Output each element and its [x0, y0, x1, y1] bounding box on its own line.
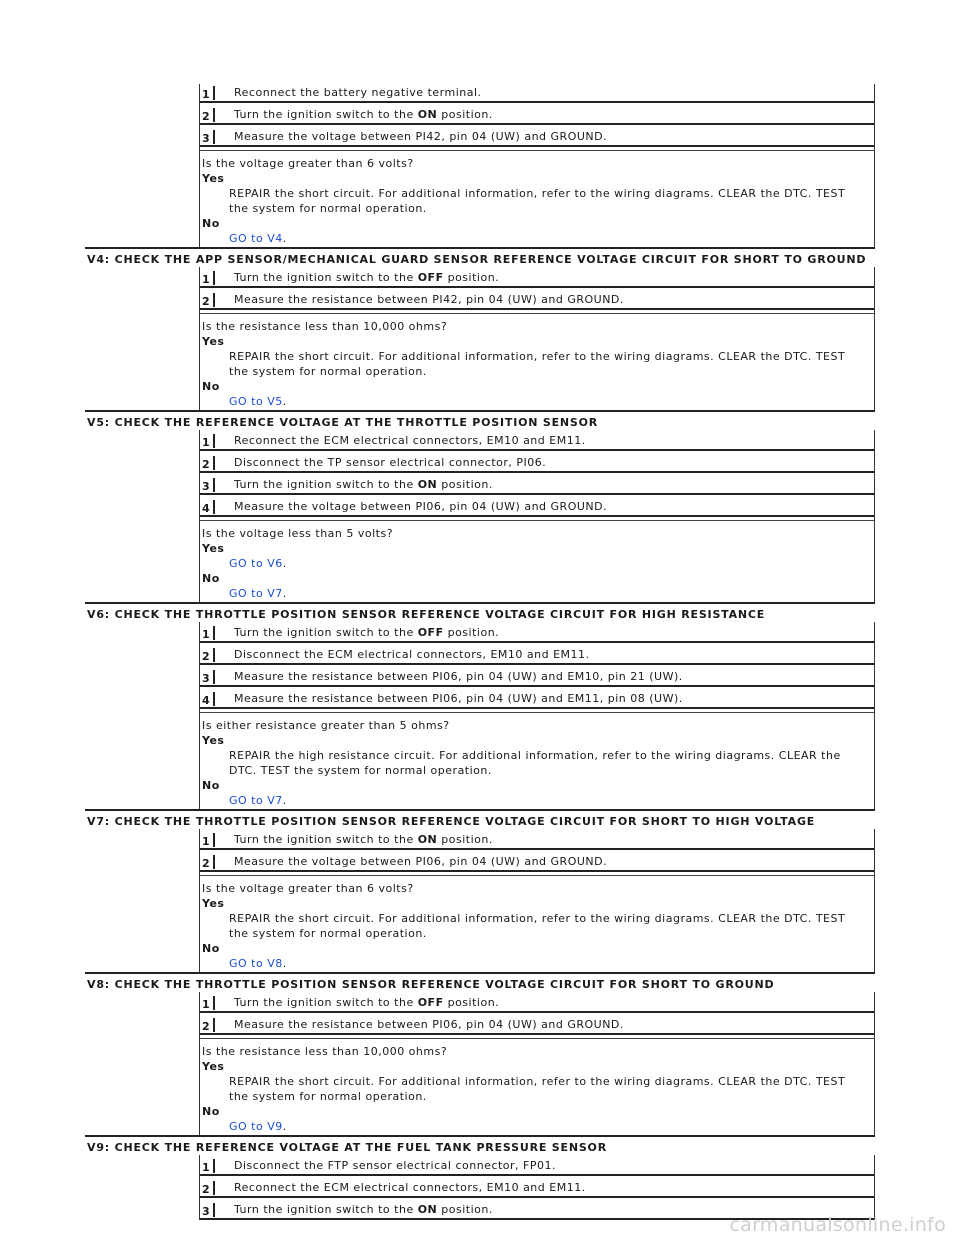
question-text: Is the resistance less than 10,000 ohms? [202, 320, 448, 333]
yes-action [202, 748, 874, 778]
step-text-end: position. [437, 833, 493, 846]
yes-action-text: REPAIR the high resistance circuit. For additional information, refer to the wiring diagrams. CLEAR the DTC. TEST the system for normal operation. [229, 749, 841, 777]
yes-action-text: REPAIR the short circuit. For additional information, refer to the wiring diagrams. CLEAR the DTC. TEST the system for normal operation. [229, 350, 846, 378]
section-title: V9: CHECK THE REFERENCE VOLTAGE AT THE FUEL TANK PRESSURE SENSOR [85, 1135, 875, 1155]
step-text-main: Measure the resistance between PI42, pin 04 (UW) and GROUND. [234, 293, 624, 306]
step-text-main: Disconnect the FTP sensor electrical connector, FP01. [234, 1159, 557, 1172]
no-action: GO to V7. [229, 587, 287, 600]
yes-action-text: REPAIR the short circuit. For additional information, refer to the wiring diagrams. CLEAR the DTC. TEST the system for normal operation. [229, 187, 846, 215]
step-row [200, 1016, 874, 1035]
step-text-end: position. [443, 626, 500, 639]
section-title: V8: CHECK THE THROTTLE POSITION SENSOR REFERENCE VOLTAGE CIRCUIT FOR SHORT TO GROUND [85, 972, 875, 992]
goto-link[interactable]: GO to V8 [229, 957, 283, 970]
step-text-main: Turn the ignition switch to the [234, 833, 418, 846]
step-text-main: Disconnect the TP sensor electrical connector, PI06. [234, 456, 547, 469]
step-text-main: Measure the voltage between PI06, pin 04 (UW) and GROUND. [234, 500, 608, 513]
step-number: 3 [200, 130, 215, 144]
step-number: 2 [200, 293, 215, 307]
step-text [234, 500, 607, 513]
yes-label: Yes [202, 172, 225, 185]
yes-action [202, 911, 874, 941]
step-text [234, 670, 683, 683]
section-title: V5: CHECK THE REFERENCE VOLTAGE AT THE THROTTLE POSITION SENSOR [85, 410, 875, 430]
step-text [234, 626, 499, 639]
step-text-main: Turn the ignition switch to the [234, 108, 418, 121]
goto-link[interactable]: GO to V5 [229, 395, 283, 408]
question-text: Is either resistance greater than 5 ohms? [202, 719, 450, 732]
step-number: 4 [200, 692, 215, 706]
step-number: 2 [200, 1181, 215, 1195]
no-action: GO to V9. [229, 1120, 287, 1133]
step-row [200, 432, 874, 451]
step-text-bold: ON [417, 833, 438, 846]
step-number: 1 [200, 434, 215, 448]
step-number: 3 [200, 670, 215, 684]
step-number: 2 [200, 855, 215, 869]
no-label: No [202, 572, 220, 585]
step-number: 1 [200, 996, 215, 1010]
step-row [200, 476, 874, 495]
step-number: 1 [200, 626, 215, 640]
yes-action [202, 349, 874, 379]
no-action: GO to V8. [229, 957, 287, 970]
step-number: 2 [200, 456, 215, 470]
step-text-main: Measure the resistance between PI06, pin 04 (UW) and GROUND. [234, 1018, 624, 1031]
goto-link[interactable]: GO to V4 [229, 232, 283, 245]
section-body [199, 622, 875, 809]
step-text [234, 434, 586, 447]
section-title: V7: CHECK THE THROTTLE POSITION SENSOR REFERENCE VOLTAGE CIRCUIT FOR SHORT TO HIGH VOLTAGE [85, 809, 875, 829]
step-text [234, 478, 493, 491]
yes-label: Yes [202, 734, 225, 747]
step-row [200, 84, 874, 103]
step-text-end: position. [443, 271, 500, 284]
question-text: Is the voltage greater than 6 volts? [202, 157, 414, 170]
step-text [234, 1203, 493, 1216]
step-number: 2 [200, 648, 215, 662]
step-text-main: Measure the resistance between PI06, pin 04 (UW) and EM10, pin 21 (UW). [234, 670, 683, 683]
step-text-main: Turn the ignition switch to the [234, 271, 418, 284]
no-action: GO to V4. [229, 232, 287, 245]
step-number: 4 [200, 500, 215, 514]
question-answer [200, 313, 874, 410]
question-text: Is the voltage less than 5 volts? [202, 527, 394, 540]
no-label: No [202, 380, 220, 393]
yes-label: Yes [202, 335, 225, 348]
no-label: No [202, 779, 220, 792]
question-text: Is the voltage greater than 6 volts? [202, 882, 414, 895]
step-text-end: position. [437, 478, 493, 491]
step-row [200, 106, 874, 125]
step-text [234, 648, 590, 661]
goto-link[interactable]: GO to V7 [229, 794, 283, 807]
step-row [200, 1179, 874, 1198]
no-action: GO to V5. [229, 395, 287, 408]
yes-label: Yes [202, 897, 225, 910]
step-text [234, 692, 683, 705]
step-row [200, 831, 874, 850]
step-text-bold: OFF [417, 626, 444, 639]
yes-action-text: REPAIR the short circuit. For additional information, refer to the wiring diagrams. CLEAR the DTC. TEST the system for normal operation. [229, 912, 846, 940]
step-number: 1 [200, 271, 215, 285]
section-body [199, 430, 875, 602]
step-text [234, 996, 499, 1009]
section-body [199, 267, 875, 410]
step-text [234, 86, 482, 99]
procedure-document [85, 84, 875, 1223]
step-text-bold: ON [417, 1203, 438, 1216]
step-text [234, 1181, 586, 1194]
step-text-bold: OFF [417, 996, 444, 1009]
step-text-main: Measure the voltage between PI06, pin 04 (UW) and GROUND. [234, 855, 608, 868]
section-body [199, 1155, 875, 1220]
step-number: 1 [200, 833, 215, 847]
step-text-main: Turn the ignition switch to the [234, 478, 418, 491]
step-number: 1 [200, 1159, 215, 1173]
section-body [199, 829, 875, 972]
no-action: GO to V7. [229, 794, 287, 807]
step-row [200, 646, 874, 665]
step-text-end: position. [437, 108, 493, 121]
step-row [200, 624, 874, 643]
question-answer [200, 1038, 874, 1135]
step-row [200, 853, 874, 872]
step-row [200, 291, 874, 310]
step-row [200, 454, 874, 473]
no-label: No [202, 1105, 220, 1118]
step-text [234, 1018, 624, 1031]
section-title: V4: CHECK THE APP SENSOR/MECHANICAL GUARD SENSOR REFERENCE VOLTAGE CIRCUIT FOR SHORT TO GROUND [85, 247, 875, 267]
step-number: 3 [200, 1203, 215, 1217]
step-text [234, 855, 607, 868]
step-text-bold: ON [417, 108, 438, 121]
step-text [234, 293, 624, 306]
section-body [199, 84, 875, 247]
yes-action-text: REPAIR the short circuit. For additional information, refer to the wiring diagrams. CLEAR the DTC. TEST the system for normal operation. [229, 1075, 846, 1103]
step-number: 2 [200, 108, 215, 122]
step-text-bold: ON [417, 478, 438, 491]
step-text-bold: OFF [417, 271, 444, 284]
question-answer [200, 875, 874, 972]
question-text: Is the resistance less than 10,000 ohms? [202, 1045, 448, 1058]
step-row [200, 128, 874, 147]
step-number: 1 [200, 86, 215, 100]
step-number: 3 [200, 478, 215, 492]
step-text-main: Reconnect the battery negative terminal. [234, 86, 482, 99]
step-row [200, 994, 874, 1013]
yes-action: GO to V6. [229, 557, 287, 570]
yes-label: Yes [202, 1060, 225, 1073]
no-label: No [202, 217, 220, 230]
yes-action [202, 1074, 874, 1104]
watermark: carmanualsonline.info [729, 1214, 946, 1236]
section-title: V6: CHECK THE THROTTLE POSITION SENSOR REFERENCE VOLTAGE CIRCUIT FOR HIGH RESISTANCE [85, 602, 875, 622]
step-text [234, 130, 607, 143]
question-answer [200, 150, 874, 247]
yes-label: Yes [202, 542, 225, 555]
goto-link[interactable]: GO to V6 [229, 557, 283, 570]
step-row [200, 498, 874, 517]
step-text-end: position. [443, 996, 500, 1009]
step-text-main: Measure the voltage between PI42, pin 04 (UW) and GROUND. [234, 130, 608, 143]
section-body [199, 992, 875, 1135]
step-text [234, 456, 546, 469]
question-answer [200, 520, 874, 602]
step-text [234, 108, 493, 121]
step-text-main: Reconnect the ECM electrical connectors, EM10 and EM11. [234, 1181, 586, 1194]
step-row [200, 690, 874, 709]
step-text-main: Disconnect the ECM electrical connectors, EM10 and EM11. [234, 648, 590, 661]
yes-action [202, 186, 874, 216]
step-text-main: Measure the resistance between PI06, pin 04 (UW) and EM11, pin 08 (UW). [234, 692, 683, 705]
question-answer [200, 712, 874, 809]
step-text-main: Turn the ignition switch to the [234, 1203, 418, 1216]
step-text [234, 1159, 556, 1172]
step-text-main: Turn the ignition switch to the [234, 626, 418, 639]
no-label: No [202, 942, 220, 955]
step-row [200, 269, 874, 288]
step-row [200, 1157, 874, 1176]
step-row [200, 668, 874, 687]
step-text-main: Turn the ignition switch to the [234, 996, 418, 1009]
step-text [234, 271, 499, 284]
goto-link[interactable]: GO to V9 [229, 1120, 283, 1133]
goto-link[interactable]: GO to V7 [229, 587, 283, 600]
step-number: 2 [200, 1018, 215, 1032]
step-text-end: position. [437, 1203, 493, 1216]
step-text [234, 833, 493, 846]
step-text-main: Reconnect the ECM electrical connectors, EM10 and EM11. [234, 434, 586, 447]
